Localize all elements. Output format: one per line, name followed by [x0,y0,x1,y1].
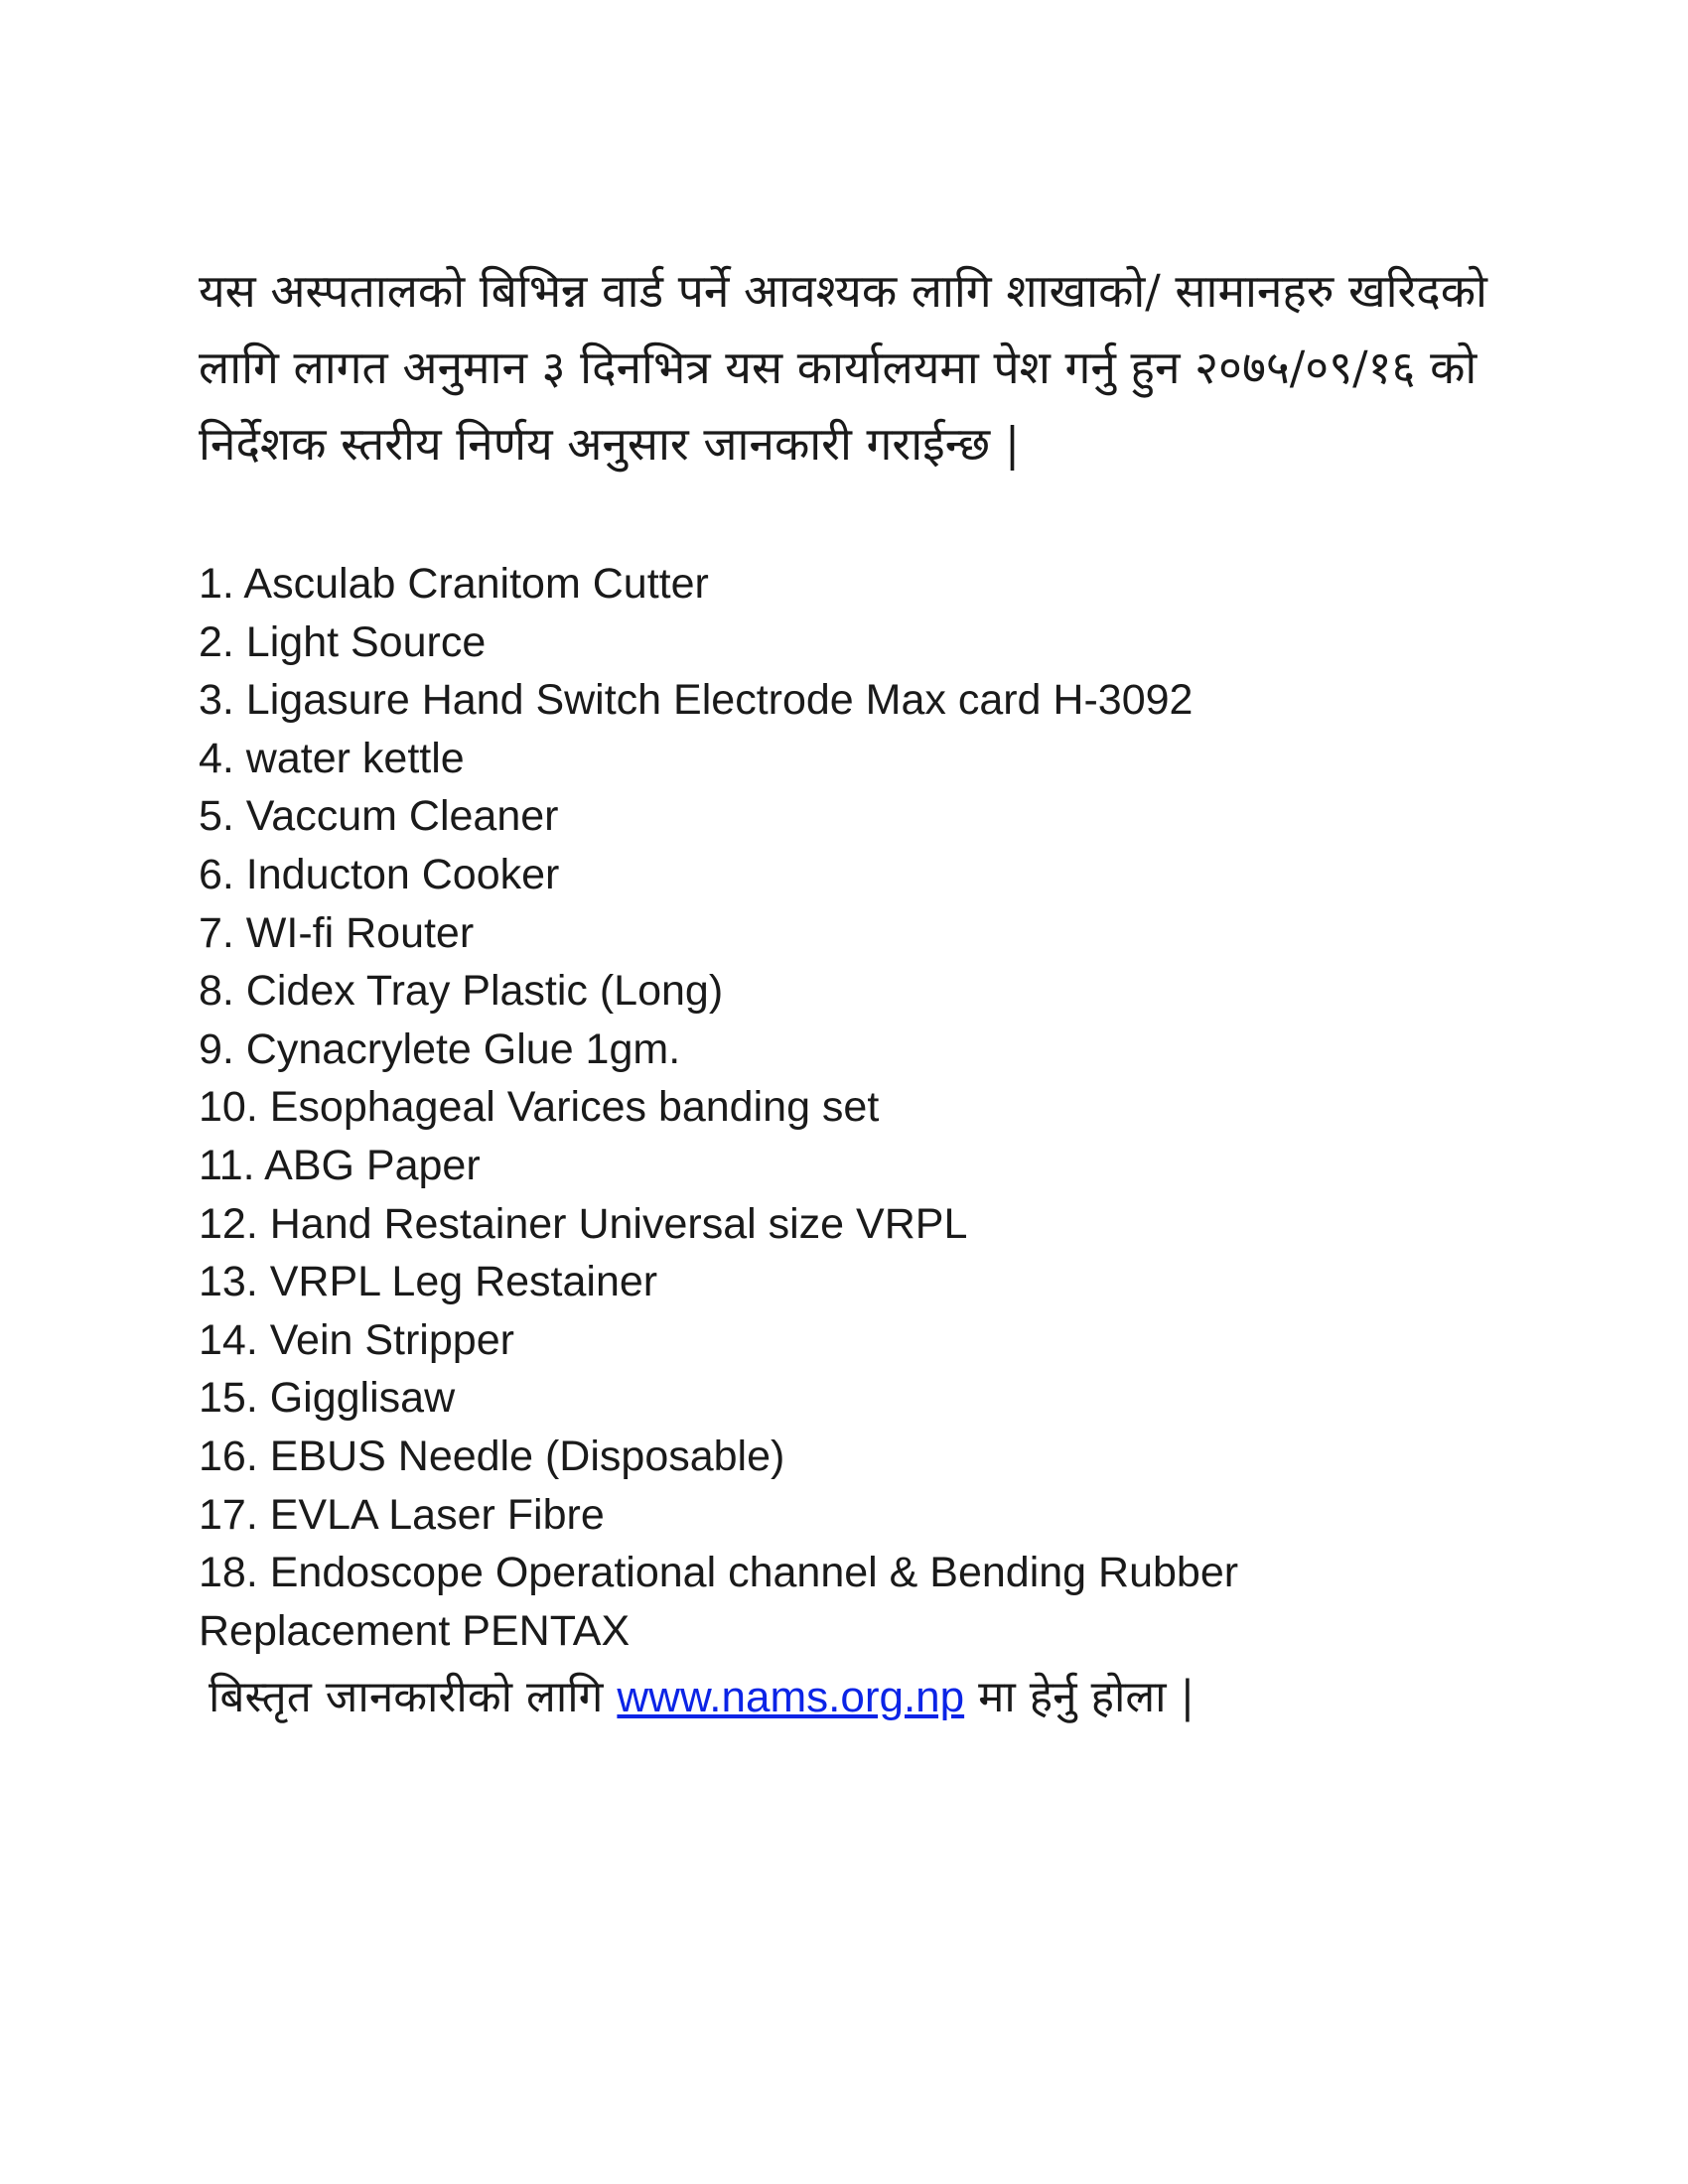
list-item: 7. WI-fi Router [199,908,475,957]
footer-prefix: बिस्तृत जानकारीको लागि [209,1672,604,1722]
nams-website-link[interactable]: www.nams.org.np [617,1673,965,1721]
list-item: 10. Esophageal Varices banding set [199,1083,880,1132]
notice-intro-paragraph: यस अस्पतालको बिभिन्न वार्ड पर्ने आवश्यक लागि शाखाको/ सामानहरु खरिदको लागि लागत अनुमान ३ दिनभित्र यस कार्यालयमा पेश गर्नु हुन २०७५/०९/१६ को निर्देशक स्तरीय निर्णय अनुसार जानकारी गराईन्छ | [199,264,1487,471]
list-item: 3. Ligasure Hand Switch Electrode Max card H-3092 [199,676,1194,725]
list-item: 16. EBUS Needle (Disposable) [199,1432,785,1480]
list-item: 12. Hand Restainer Universal size VRPL [199,1199,968,1248]
list-item: 13. VRPL Leg Restainer [199,1258,658,1306]
list-item: 4. water kettle [199,734,465,782]
list-item: 8. Cidex Tray Plastic (Long) [199,967,724,1016]
list-item: 9. Cynacrylete Glue 1gm. [199,1024,681,1073]
list-item: 17. EVLA Laser Fibre [199,1490,605,1539]
list-item: 6. Inducton Cooker [199,850,560,898]
list-item: 1. Asculab Cranitom Cutter [199,560,709,608]
footer-note [209,1663,1499,1732]
list-item: 15. Gigglisaw [199,1374,456,1423]
list-item: 2. Light Source [199,617,487,666]
list-item: 5. Vaccum Cleaner [199,792,559,841]
list-item: 11. ABG Paper [199,1141,481,1189]
list-item: 14. Vein Stripper [199,1315,514,1364]
footer-suffix: मा हेर्नु होला | [978,1672,1196,1722]
list-item: 18. Endoscope Operational channel & Bending Rubber Replacement PENTAX [199,1549,1239,1655]
items-list [199,555,1489,1660]
